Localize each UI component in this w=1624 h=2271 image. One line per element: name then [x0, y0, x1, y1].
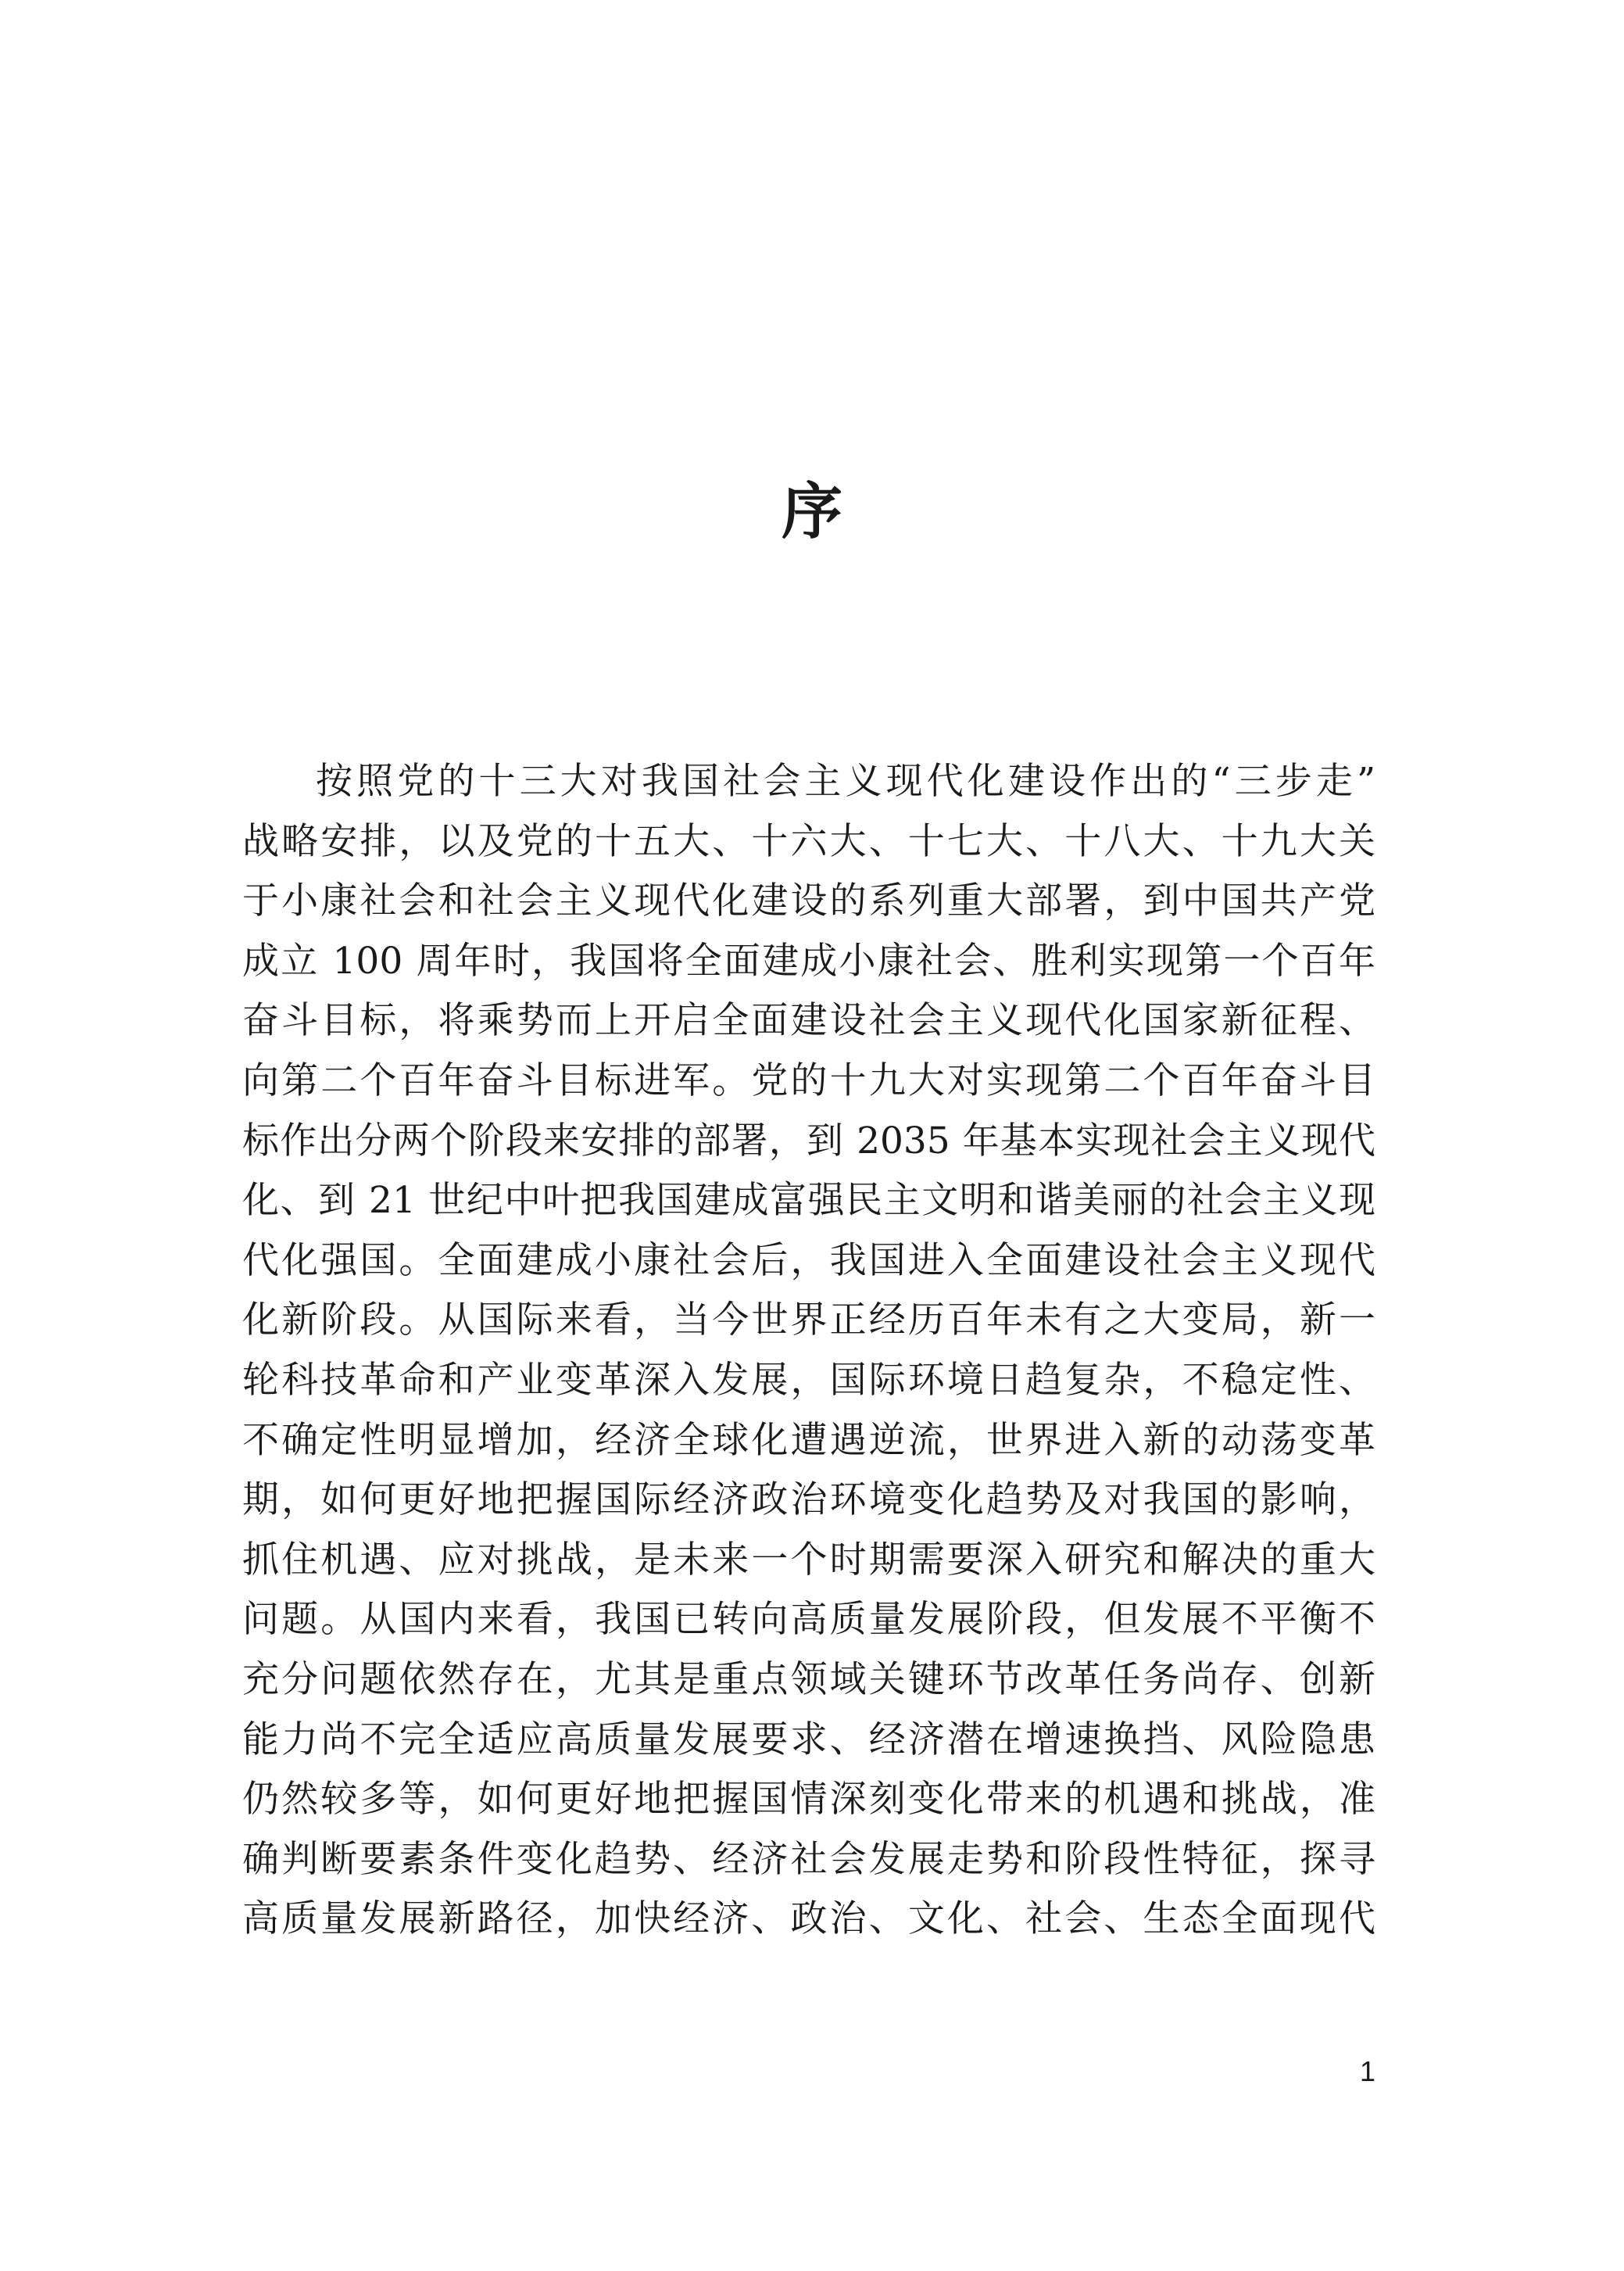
- text-line: 代化强国。全面建成小康社会后，我国进入全面建设社会主义现代: [242, 1238, 1375, 1282]
- text-line: 成立 100 周年时，我国将全面建成小康社会、胜利实现第一个百年: [242, 939, 1375, 983]
- text-line: 化、到 21 世纪中叶把我国建成富强民主文明和谐美丽的社会主义现: [242, 1179, 1375, 1223]
- page-title: 序: [781, 476, 842, 547]
- text-line: 高质量发展新路径，加快经济、政治、文化、社会、生态全面现代: [242, 1897, 1375, 1941]
- text-line: 于小康社会和社会主义现代化建设的系列重大部署，到中国共产党: [242, 879, 1375, 923]
- text-line: 向第二个百年奋斗目标进军。党的十九大对实现第二个百年奋斗目: [242, 1058, 1375, 1102]
- text-line: 化新阶段。从国际来看，当今世界正经历百年未有之大变局，新一: [242, 1298, 1375, 1342]
- text-line: 按照党的十三大对我国社会主义现代化建设作出的“三步走”: [316, 760, 1375, 803]
- text-line: 不确定性明显增加，经济全球化遭遇逆流，世界进入新的动荡变革: [242, 1418, 1375, 1462]
- text-line: 奋斗目标，将乘势而上开启全面建设社会主义现代化国家新征程、: [242, 999, 1375, 1043]
- page-number: 1: [1359, 2055, 1375, 2087]
- text-line: 确判断要素条件变化趋势、经济社会发展走势和阶段性特征，探寻: [242, 1837, 1375, 1881]
- text-line: 抓住机遇、应对挑战，是未来一个时期需要深入研究和解决的重大: [242, 1538, 1375, 1581]
- text-line: 战略安排，以及党的十五大、十六大、十七大、十八大、十九大关: [242, 819, 1375, 863]
- text-line: 仍然较多等，如何更好地把握国情深刻变化带来的机遇和挑战，准: [242, 1778, 1375, 1821]
- text-line: 问题。从国内来看，我国已转向高质量发展阶段，但发展不平衡不: [242, 1598, 1375, 1642]
- body-paragraph: [242, 752, 1375, 1950]
- text-line: 能力尚不完全适应高质量发展要求、经济潜在增速换挡、风险隐患: [242, 1718, 1375, 1761]
- text-line: 充分问题依然存在，尤其是重点领域关键环节改革任务尚存、创新: [242, 1657, 1375, 1701]
- text-line: 标作出分两个阶段来安排的部署，到 2035 年基本实现社会主义现代: [242, 1119, 1375, 1162]
- text-line: 轮科技革命和产业变革深入发展，国际环境日趋复杂，不稳定性、: [242, 1358, 1375, 1402]
- text-line: 期，如何更好地把握国际经济政治环境变化趋势及对我国的影响，: [242, 1478, 1375, 1522]
